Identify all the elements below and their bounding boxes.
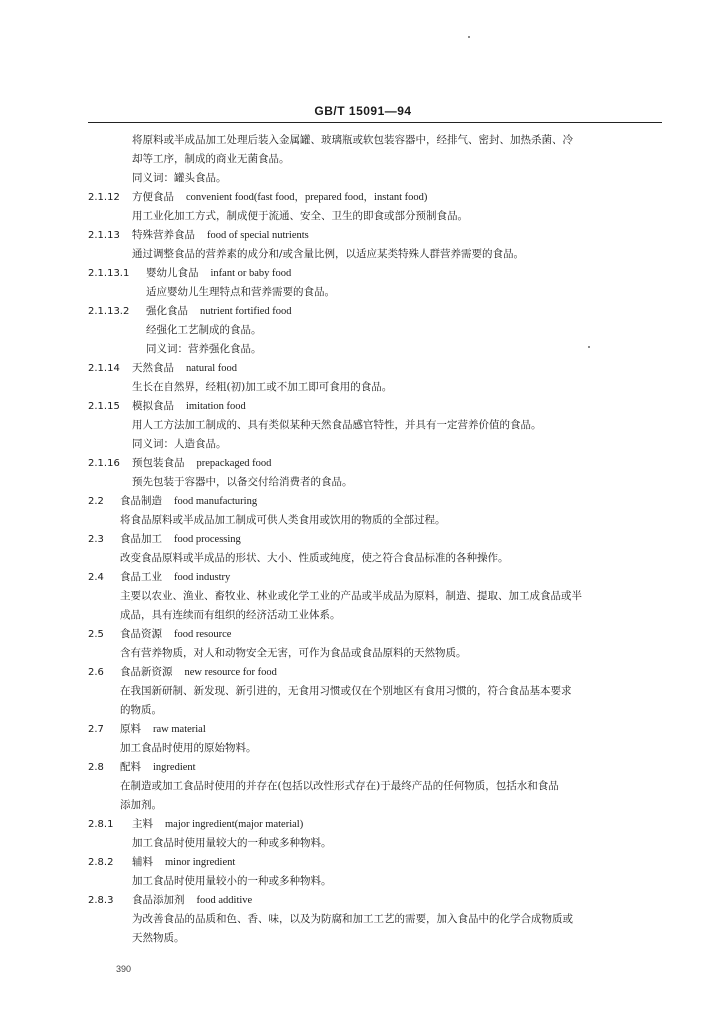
term-entry	[88, 359, 662, 378]
clause-number: 2.5	[88, 629, 104, 640]
term-chinese: 婴幼儿食品	[146, 267, 199, 279]
term-definition: 加工食品时使用的原始物料。	[120, 742, 257, 754]
term-english: major ingredient(major material)	[165, 819, 304, 830]
term-entry	[88, 568, 662, 587]
clause-number: 2.8.1	[88, 819, 114, 830]
term-entry	[88, 815, 662, 834]
term-definition: 预先包装于容器中，以备交付给消费者的食品。	[132, 476, 353, 488]
term-english: food processing	[174, 534, 241, 545]
scan-speck	[588, 346, 590, 348]
term-definition: 含有营养物质，对人和动物安全无害，可作为食品或食品原料的天然物质。	[120, 647, 467, 659]
term-definition: 将食品原料或半成品加工制成可供人类食用或饮用的物质的全部过程。	[120, 514, 446, 526]
term-english: minor ingredient	[165, 857, 236, 868]
term-english: infant or baby food	[210, 268, 292, 279]
term-chinese: 食品添加剂	[132, 894, 185, 906]
term-chinese: 食品加工	[120, 533, 162, 545]
term-definition: 适应婴幼儿生理特点和营养需要的食品。	[146, 286, 335, 298]
term-entry	[88, 492, 662, 511]
term-entry	[88, 720, 662, 739]
term-chinese: 方便食品	[132, 191, 174, 203]
term-chinese: 原料	[120, 723, 141, 735]
term-definition: 在我国新研制、新发现、新引进的，无食用习惯或仅在个别地区有食用习惯的，符合食品基本要求	[120, 685, 572, 697]
term-chinese: 配料	[120, 761, 141, 773]
term-definition: 生长在自然界，经粗(初)加工或不加工即可食用的食品。	[132, 381, 393, 393]
term-english: natural food	[186, 363, 238, 374]
term-definition: 经强化工艺制成的食品。	[146, 324, 262, 336]
term-definition: 为改善食品的品质和色、香、味，以及为防腐和加工工艺的需要，加入食品中的化学合成物质或	[132, 913, 573, 925]
document-body	[88, 131, 662, 948]
term-definition: 的物质。	[120, 704, 162, 716]
term-entry	[88, 663, 662, 682]
term-synonym: 同义词：营养强化食品。	[146, 343, 262, 355]
term-chinese: 天然食品	[132, 362, 174, 374]
clause-number: 2.1.14	[88, 363, 120, 374]
clause-number: 2.4	[88, 572, 104, 583]
term-chinese: 模拟食品	[132, 400, 174, 412]
clause-number: 2.6	[88, 667, 104, 678]
clause-number: 2.1.15	[88, 401, 120, 412]
intro-line: 却等工序，制成的商业无菌食品。	[132, 153, 290, 165]
clause-number: 2.1.13.2	[88, 306, 130, 317]
clause-number: 2.7	[88, 724, 104, 735]
term-chinese: 食品资源	[120, 628, 162, 640]
term-chinese: 预包装食品	[132, 457, 185, 469]
term-definition: 用工业化加工方式，制成便于流通、安全、卫生的即食或部分预制食品。	[132, 210, 468, 222]
term-definition: 通过调整食品的营养素的成分和/或含量比例，以适应某类特殊人群营养需要的食品。	[132, 248, 525, 260]
standard-header: GB/T 15091—94	[314, 104, 412, 118]
term-english: food resource	[174, 629, 232, 640]
term-english: nutrient fortified food	[200, 306, 292, 317]
term-english: food additive	[196, 895, 253, 906]
clause-number: 2.1.13.1	[88, 268, 130, 279]
term-english: raw material	[153, 724, 206, 735]
term-chinese: 辅料	[132, 856, 153, 868]
clause-number: 2.8	[88, 762, 104, 773]
scan-speck	[468, 36, 470, 38]
clause-number: 2.8.2	[88, 857, 114, 868]
term-entry	[88, 853, 662, 872]
term-definition: 在制造或加工食品时使用的并存在(包括以改性形式存在)于最终产品的任何物质，包括水和食品	[120, 780, 559, 792]
intro-synonym: 同义词：罐头食品。	[132, 172, 227, 184]
term-entry	[88, 264, 662, 283]
term-chinese: 特殊营养食品	[132, 229, 195, 241]
term-definition: 添加剂。	[120, 799, 162, 811]
clause-number: 2.1.13	[88, 230, 120, 241]
header-rule	[88, 122, 662, 123]
term-synonym: 同义词：人造食品。	[132, 438, 227, 450]
term-chinese: 食品工业	[120, 571, 162, 583]
term-definition: 加工食品时使用量较大的一种或多种物料。	[132, 837, 332, 849]
term-definition: 成品，具有连续而有组织的经济活动工业体系。	[120, 609, 341, 621]
term-english: food manufacturing	[174, 496, 258, 507]
term-entry	[88, 188, 662, 207]
term-entry	[88, 530, 662, 549]
term-definition: 加工食品时使用量较小的一种或多种物料。	[132, 875, 332, 887]
term-definition: 用人工方法加工制成的、具有类似某种天然食品感官特性，并具有一定营养价值的食品。	[132, 419, 542, 431]
term-english: ingredient	[153, 762, 196, 773]
term-entry	[88, 454, 662, 473]
clause-number: 2.1.16	[88, 458, 120, 469]
clause-number: 2.2	[88, 496, 104, 507]
term-english: prepackaged food	[196, 458, 272, 469]
term-english: convenient food(fast food，prepared food，instant food)	[186, 192, 428, 203]
term-entry	[88, 226, 662, 245]
term-english: food industry	[174, 572, 231, 583]
term-entry	[88, 625, 662, 644]
term-chinese: 强化食品	[146, 305, 188, 317]
clause-number: 2.3	[88, 534, 104, 545]
term-definition: 改变食品原料或半成品的形状、大小、性质或纯度，使之符合食品标准的各种操作。	[120, 552, 509, 564]
term-entry	[88, 891, 662, 910]
term-english: imitation food	[186, 401, 246, 412]
clause-number: 2.1.12	[88, 192, 120, 203]
term-entry	[88, 397, 662, 416]
term-entry	[88, 302, 662, 321]
term-definition: 主要以农业、渔业、畜牧业、林业或化学工业的产品或半成品为原料，制造、提取、加工成食品或半	[120, 590, 582, 602]
clause-number: 2.8.3	[88, 895, 114, 906]
term-chinese: 食品新资源	[120, 666, 173, 678]
term-definition: 天然物质。	[132, 932, 185, 944]
term-chinese: 食品制造	[120, 495, 162, 507]
term-entry	[88, 758, 662, 777]
intro-line: 将原料或半成品加工处理后装入金属罐、玻璃瓶或软包装容器中，经排气、密封、加热杀菌、冷	[132, 134, 573, 146]
term-chinese: 主料	[132, 818, 153, 830]
term-english: new resource for food	[184, 667, 277, 678]
term-english: food of special nutrients	[207, 230, 309, 241]
page-number: 390	[116, 964, 132, 974]
